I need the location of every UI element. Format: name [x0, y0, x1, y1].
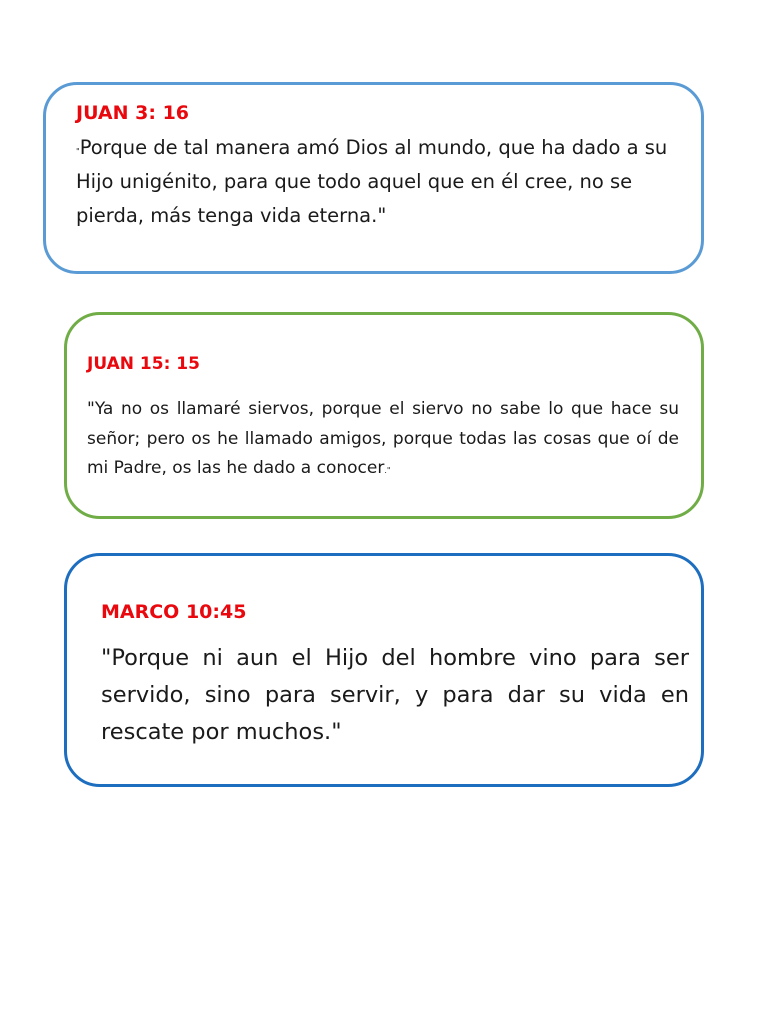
- verse-close-quote: .": [384, 466, 391, 475]
- verse-text: [76, 131, 677, 233]
- verse-card-marco-10-45: [64, 553, 704, 787]
- verse-open-quote: ": [76, 147, 80, 156]
- verse-reference: JUAN 15: 15: [87, 354, 200, 374]
- verse-body: "Porque ni aun el Hijo del hombre vino para ser servido, sino para servir, y para dar su vida en rescate por muchos.": [101, 645, 689, 745]
- verse-reference: JUAN 3: 16: [76, 102, 190, 124]
- verse-card-juan-15-15: [64, 312, 704, 519]
- verse-reference: MARCO 10:45: [101, 601, 247, 623]
- verse-text: [87, 395, 679, 486]
- verse-body: Porque de tal manera amó Dios al mundo, que ha dado a su Hijo unigénito, para que todo aquel que en él cree, no se pierda, más tenga vida eterna.": [76, 136, 668, 227]
- verse-card-juan-3-16: [43, 82, 704, 274]
- verse-text: [101, 640, 689, 751]
- verse-body: "Ya no os llamaré siervos, porque el siervo no sabe lo que hace su señor; pero os he llamado amigos, porque todas las cosas que oí de mi Padre, os las he dado a conocer: [87, 399, 679, 478]
